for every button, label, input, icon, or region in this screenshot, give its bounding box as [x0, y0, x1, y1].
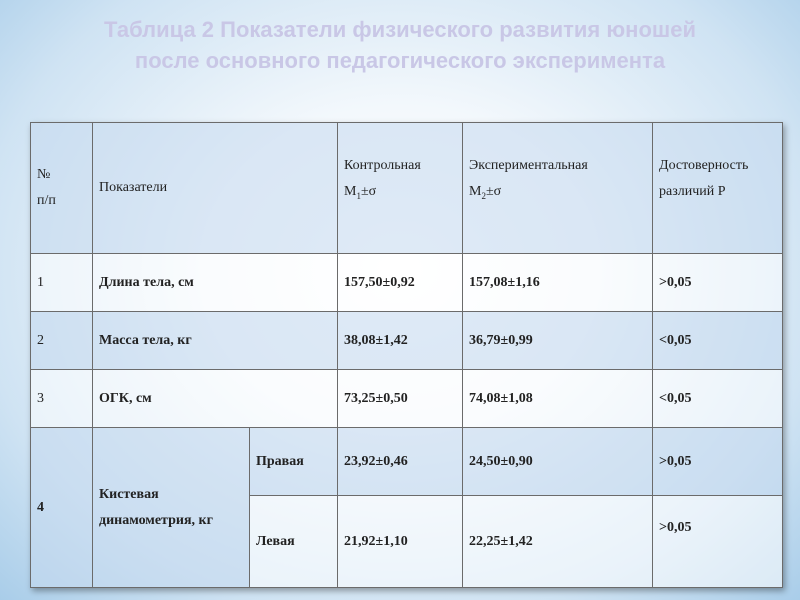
row-significance: >0,05 [653, 254, 783, 312]
slide-title [0, 14, 800, 76]
header-experimental: Экспериментальная $M_2\pm\sigma$ [463, 123, 653, 254]
title-line-1: Таблица 2 Показатели физического развития юношей [104, 17, 696, 42]
header-control: Контрольная $M_1\pm\sigma$ [338, 123, 463, 254]
subrow-significance: >0,05 [653, 496, 783, 588]
subrow-significance: >0,05 [653, 428, 783, 496]
table-row [31, 312, 783, 370]
row-indicator: Кистевая динамометрия, кг [93, 428, 250, 588]
table-row [31, 370, 783, 428]
row-control-value: 73,25±0,50 [338, 370, 463, 428]
subrow-experimental-value: 24,50±0,90 [463, 428, 653, 496]
row-experimental-value: 36,79±0,99 [463, 312, 653, 370]
row-num: 1 [31, 254, 93, 312]
subrow-control-value: 21,92±1,10 [338, 496, 463, 588]
header-indicator: Показатели [93, 123, 338, 254]
row-experimental-value: 157,08±1,16 [463, 254, 653, 312]
table-header-row [31, 123, 783, 254]
row-indicator: Длина тела, см [93, 254, 338, 312]
row-control-value: 157,50±0,92 [338, 254, 463, 312]
subrow-control-value: 23,92±0,46 [338, 428, 463, 496]
header-significance: Достоверность различий Р [653, 123, 783, 254]
row-control-value: 38,08±1,42 [338, 312, 463, 370]
row-indicator: ОГК, см [93, 370, 338, 428]
row-num: 2 [31, 312, 93, 370]
results-table [30, 122, 783, 588]
subrow-experimental-value: 22,25±1,42 [463, 496, 653, 588]
row-num: 3 [31, 370, 93, 428]
table-row [31, 254, 783, 312]
row-indicator: Масса тела, кг [93, 312, 338, 370]
row-num: 4 [31, 428, 93, 588]
row-experimental-value: 74,08±1,08 [463, 370, 653, 428]
subrow-side-left: Левая [250, 496, 338, 588]
row-significance: <0,05 [653, 370, 783, 428]
title-line-2: после основного педагогического эксперимента [134, 48, 666, 73]
table-row [31, 428, 783, 496]
row-significance: <0,05 [653, 312, 783, 370]
header-num: № п/п [31, 123, 93, 254]
subrow-side-right: Правая [250, 428, 338, 496]
